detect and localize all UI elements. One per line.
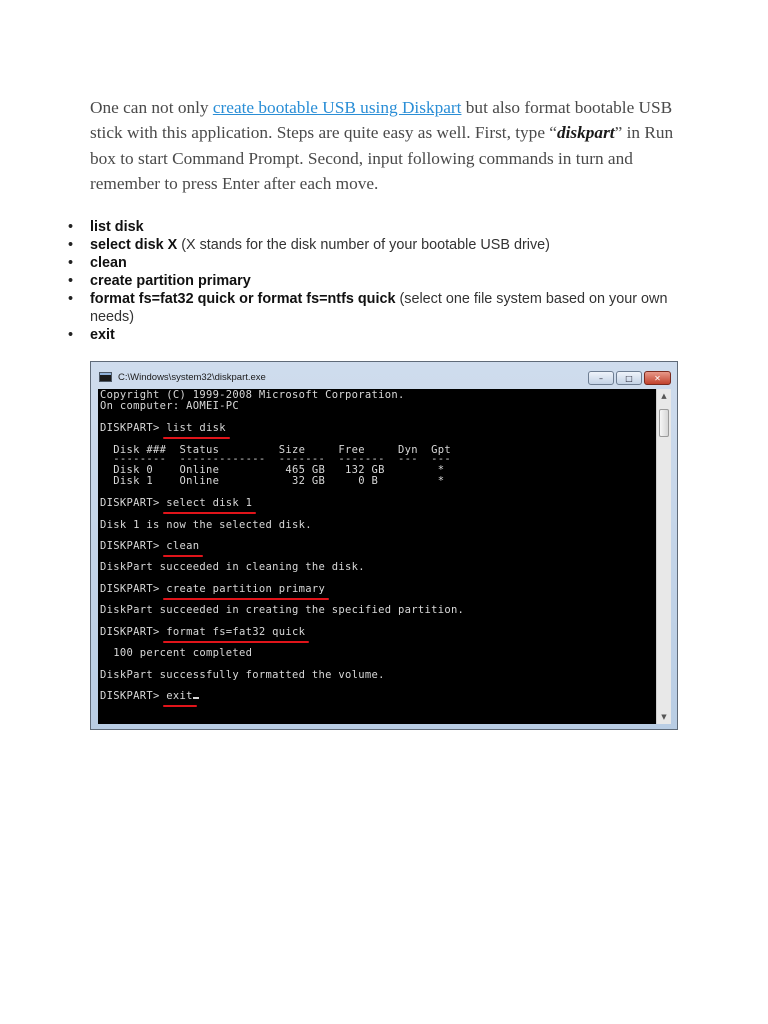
step-note: (X stands for the disk number of your bootable USB drive)	[177, 237, 550, 253]
disk-table-rule: -------- ------------- ------- ------- --- ---	[100, 453, 451, 465]
window-title: C:\Windows\system32\diskpart.exe	[118, 372, 266, 383]
console-prompt: DISKPART>	[100, 583, 167, 595]
console-prompt: DISKPART>	[100, 497, 167, 509]
console-command-line	[100, 584, 325, 595]
text-cursor	[193, 697, 199, 699]
console-app-icon	[99, 372, 112, 382]
step-command: list disk	[90, 219, 144, 235]
command-select-disk: select disk 1	[166, 497, 253, 509]
command-exit: exit	[166, 690, 193, 702]
command-format: format fs=fat32 quick	[166, 626, 306, 638]
console-prompt: DISKPART>	[100, 422, 167, 434]
scrollbar-thumb[interactable]	[659, 409, 669, 437]
list-item	[68, 290, 678, 326]
scroll-up-arrow-icon[interactable]: ▲	[661, 392, 667, 400]
minimize-button[interactable]: –	[588, 371, 614, 385]
console-scrollbar[interactable]	[656, 389, 671, 724]
disk-table-row: Disk 1 Online 32 GB 0 B *	[100, 475, 445, 487]
diskpart-window	[90, 361, 678, 730]
disk-table-header: Disk ### Status Size Free Dyn Gpt	[100, 444, 451, 456]
list-item	[68, 326, 678, 344]
console-prompt: DISKPART>	[100, 540, 167, 552]
intro-paragraph	[90, 95, 680, 196]
console-output-line: DiskPart successfully formatted the volume.	[100, 669, 385, 681]
console-output-line: 100 percent completed	[100, 647, 253, 659]
step-command: select disk X	[90, 237, 178, 253]
create-bootable-usb-link[interactable]: create bootable USB using Diskpart	[212, 98, 462, 117]
console-command-line	[100, 423, 226, 434]
console-output-line: DiskPart succeeded in cleaning the disk.	[100, 561, 365, 573]
console-copyright-line: Copyright (C) 1999-2008 Microsoft Corporation.	[100, 389, 405, 401]
close-button[interactable]: ✕	[644, 371, 671, 385]
list-item	[68, 272, 678, 290]
console-command-line	[100, 691, 199, 702]
command-create-partition: create partition primary	[166, 583, 326, 595]
window-titlebar[interactable]	[91, 362, 677, 389]
intro-text-middle: but also format bootable USB stick with this application. Steps are quite easy as well. First, type “	[90, 98, 673, 143]
scroll-down-arrow-icon[interactable]: ▼	[661, 713, 667, 721]
step-command: clean	[90, 255, 127, 271]
console-output-line: DiskPart succeeded in creating the specified partition.	[100, 604, 465, 616]
bullet-icon: •	[68, 327, 74, 343]
console-command-line	[100, 627, 305, 638]
bullet-icon: •	[68, 219, 74, 235]
console-command-line	[100, 541, 199, 552]
list-item	[68, 254, 678, 272]
bullet-icon: •	[68, 291, 74, 307]
disk-table-row: Disk 0 Online 465 GB 132 GB *	[100, 464, 445, 476]
step-command: format fs=fat32 quick or format fs=ntfs quick	[90, 291, 396, 307]
console-output[interactable]	[98, 389, 656, 724]
console-prompt: DISKPART>	[100, 690, 167, 702]
step-note: (select one file system based on your own needs)	[90, 291, 668, 325]
step-command: create partition primary	[90, 273, 251, 289]
intro-text-end: ” in Run box to start Command Prompt. Second, input following commands in turn and remember to press Enter after each move.	[90, 123, 674, 193]
step-command: exit	[90, 327, 115, 343]
maximize-button[interactable]: □	[616, 371, 642, 385]
bullet-icon: •	[68, 273, 74, 289]
bullet-icon: •	[68, 237, 74, 253]
list-item	[68, 218, 678, 236]
console-computer-line: On computer: AOMEI-PC	[100, 400, 240, 412]
bullet-icon: •	[68, 255, 74, 271]
console-output-line: Disk 1 is now the selected disk.	[100, 519, 312, 531]
diskpart-command-word: diskpart	[556, 123, 615, 143]
command-steps-list	[68, 218, 678, 344]
console-command-line	[100, 498, 252, 509]
intro-text-start: One can not only	[90, 98, 213, 117]
console-prompt: DISKPART>	[100, 626, 167, 638]
list-item	[68, 236, 678, 254]
command-clean: clean	[166, 540, 200, 552]
command-list-disk: list disk	[166, 422, 226, 434]
